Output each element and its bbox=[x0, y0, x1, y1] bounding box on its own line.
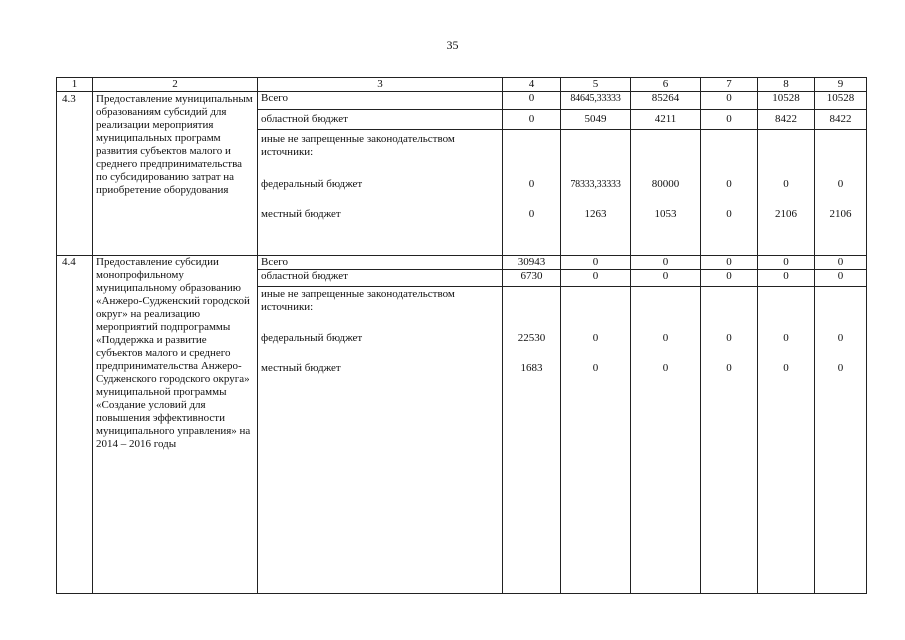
value-cell: 6730 bbox=[503, 270, 561, 287]
source-label: областной бюджет bbox=[258, 110, 503, 130]
header-cell: 3 bbox=[258, 78, 503, 92]
value-cell: 84645,33333 bbox=[561, 92, 631, 110]
federal-value: 0 bbox=[592, 332, 599, 344]
federal-value: 0 bbox=[783, 178, 789, 190]
table-row bbox=[57, 256, 867, 270]
value-stack bbox=[631, 287, 701, 594]
local-value: 2106 bbox=[775, 208, 797, 220]
local-value: 1683 bbox=[520, 362, 543, 374]
value-cell: 0 bbox=[701, 256, 758, 270]
item-number: 4.3 bbox=[57, 92, 93, 256]
value-stack bbox=[815, 287, 867, 594]
value-cell: 10528 bbox=[815, 92, 867, 110]
value-cell: 0 bbox=[631, 256, 701, 270]
local-value: 0 bbox=[528, 208, 535, 220]
value-stack bbox=[758, 287, 815, 594]
federal-value: 0 bbox=[662, 332, 669, 344]
value-stack bbox=[561, 130, 631, 256]
federal-value: 0 bbox=[837, 332, 844, 344]
other-sources-label: иные не запрещенные законодательством источники: bbox=[261, 288, 455, 313]
header-cell: 8 bbox=[758, 78, 815, 92]
value-cell: 0 bbox=[758, 256, 815, 270]
value-cell: 8422 bbox=[758, 110, 815, 130]
source-label: Всего bbox=[258, 256, 503, 270]
local-label: местный бюджет bbox=[261, 362, 341, 374]
federal-value: 0 bbox=[726, 332, 732, 344]
value-stack bbox=[503, 287, 561, 594]
federal-value: 0 bbox=[837, 178, 844, 190]
local-value: 0 bbox=[726, 208, 732, 220]
item-title: Предоставление муниципальным образованиям субсидий для реализации мероприятия муниципальных программ развития субъектов малого и среднего предпринимательства по субсидированию затрат на приобретение оборудования bbox=[93, 92, 258, 256]
value-cell: 0 bbox=[561, 270, 631, 287]
header-cell: 6 bbox=[631, 78, 701, 92]
value-cell: 0 bbox=[815, 256, 867, 270]
federal-value: 0 bbox=[726, 178, 732, 190]
value-cell: 4211 bbox=[631, 110, 701, 130]
value-cell: 0 bbox=[815, 270, 867, 287]
value-cell: 0 bbox=[758, 270, 815, 287]
source-label: Всего bbox=[258, 92, 503, 110]
header-cell: 5 bbox=[561, 78, 631, 92]
value-cell: 8422 bbox=[815, 110, 867, 130]
federal-value: 80000 bbox=[651, 178, 680, 190]
federal-label: федеральный бюджет bbox=[261, 178, 363, 190]
local-value: 0 bbox=[837, 362, 844, 374]
source-label: областной бюджет bbox=[258, 270, 503, 287]
header-cell: 2 bbox=[93, 78, 258, 92]
federal-value: 78333,33333 bbox=[570, 179, 621, 190]
value-cell: 0 bbox=[701, 92, 758, 110]
local-value: 1263 bbox=[584, 208, 607, 220]
federal-label: федеральный бюджет bbox=[261, 332, 363, 344]
local-value: 0 bbox=[592, 362, 599, 374]
local-value: 0 bbox=[783, 362, 789, 374]
value-stack bbox=[701, 130, 758, 256]
value-stack bbox=[758, 130, 815, 256]
value-stack bbox=[815, 130, 867, 256]
local-label: местный бюджет bbox=[261, 208, 341, 220]
table-row bbox=[57, 92, 867, 110]
other-sources-cell bbox=[258, 287, 503, 594]
value-cell: 0 bbox=[701, 110, 758, 130]
other-sources-cell bbox=[258, 130, 503, 256]
value-cell: 0 bbox=[503, 92, 561, 110]
federal-value: 0 bbox=[783, 332, 789, 344]
value-cell: 0 bbox=[701, 270, 758, 287]
value-stack bbox=[503, 130, 561, 256]
federal-value: 22530 bbox=[517, 332, 546, 344]
header-cell: 7 bbox=[701, 78, 758, 92]
item-number: 4.4 bbox=[57, 256, 93, 594]
value-stack bbox=[631, 130, 701, 256]
other-sources-label: иные не запрещенные законодательством источники: bbox=[261, 133, 455, 158]
local-value: 1053 bbox=[654, 208, 677, 220]
federal-value: 0 bbox=[528, 178, 535, 190]
budget-table bbox=[56, 77, 867, 594]
value-cell: 10528 bbox=[758, 92, 815, 110]
header-cell: 9 bbox=[815, 78, 867, 92]
page-number: 35 bbox=[446, 38, 459, 52]
item-title: Предоставление субсидии монопрофильному муниципальному образованию «Анжеро-Судженский городской округ» на реализацию мероприятий подпрограммы «Поддержка и развитие субъектов малого и среднего предпринимательства Анжеро-Судженского городского округа» муниципальной программы «Создание условий для повышения эффективности муниципального управления» на 2014 – 2016 годы bbox=[93, 256, 258, 594]
local-value: 0 bbox=[726, 362, 732, 374]
header-cell: 1 bbox=[57, 78, 93, 92]
value-cell: 85264 bbox=[631, 92, 701, 110]
value-cell: 5049 bbox=[561, 110, 631, 130]
value-cell: 0 bbox=[631, 270, 701, 287]
value-cell: 0 bbox=[503, 110, 561, 130]
value-stack bbox=[561, 287, 631, 594]
header-cell: 4 bbox=[503, 78, 561, 92]
value-stack bbox=[701, 287, 758, 594]
value-cell: 30943 bbox=[503, 256, 561, 270]
local-value: 2106 bbox=[829, 208, 852, 220]
header-row bbox=[57, 78, 867, 92]
local-value: 0 bbox=[662, 362, 669, 374]
value-cell: 0 bbox=[561, 256, 631, 270]
